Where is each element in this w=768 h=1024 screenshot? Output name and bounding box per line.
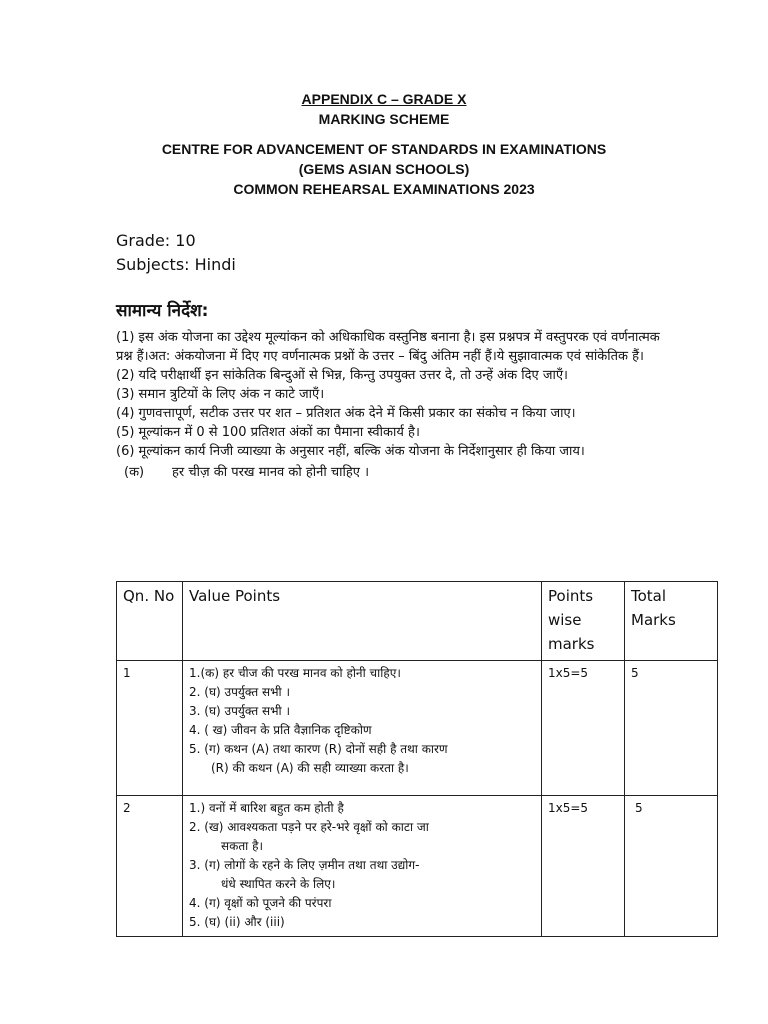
- value-points-cell: [183, 796, 542, 937]
- points-wise-cell: 1x5=5: [542, 796, 625, 937]
- total-marks-cell: 5: [625, 661, 718, 796]
- value-point-line: 3. (ग) लोगों के रहने के लिए ज़मीन तथा तथा उद्योग-: [189, 858, 420, 872]
- marking-scheme-title: MARKING SCHEME: [318, 111, 450, 127]
- instruction-item: (2) यदि परीक्षार्थी इन सांकेतिक बिन्दुओं से भिन्न, किन्तु उपयुक्त उत्तर दे, तो उन्हें अंक दिए जाएँ।: [116, 368, 568, 383]
- instructions-list: [116, 328, 676, 482]
- value-point-line: 5. (घ) (ii) और (iii): [189, 915, 285, 929]
- value-point-line: 4. ( ख) जीवन के प्रति वैज्ञानिक दृष्टिकोण: [189, 723, 372, 737]
- centre-name: CENTRE FOR ADVANCEMENT OF STANDARDS IN EXAMINATIONS: [161, 141, 607, 157]
- value-point-line: 3. (घ) उपर्युक्त सभी ।: [189, 704, 290, 718]
- value-point-line: धंधे स्थापित करने के लिए।: [221, 877, 336, 891]
- table-row: [117, 661, 718, 796]
- points-wise-cell: 1x5=5: [542, 661, 625, 796]
- total-marks-cell: 5: [625, 796, 718, 937]
- value-point-line: 2. (घ) उपर्युक्त सभी ।: [189, 685, 290, 699]
- col-header-value-points: Value Points: [183, 582, 542, 661]
- col-header-total: Total Marks: [625, 582, 718, 661]
- example-text: हर चीज़ की परख मानव को होनी चाहिए ।: [172, 465, 370, 480]
- appendix-title: APPENDIX C – GRADE X: [301, 91, 467, 107]
- value-point-line: (R) की कथन (A) की सही व्याख्या करता है।: [211, 761, 409, 775]
- example-line: [116, 463, 676, 482]
- grade-label: Grade: 10: [116, 231, 196, 250]
- value-point-line: 5. (ग) कथन (A) तथा कारण (R) दोनों सही है तथा कारण: [189, 742, 448, 756]
- value-point-line: 1.(क) हर चीज की परख मानव को होनी चाहिए।: [189, 666, 401, 680]
- value-point-line: 2. (ख) आवश्यकता पड़ने पर हरे-भरे वृक्षों को काटा जा: [189, 820, 429, 834]
- instructions-heading: सामान्य निर्देश:: [116, 301, 209, 321]
- school-name: (GEMS ASIAN SCHOOLS): [298, 161, 470, 177]
- value-points-cell: [183, 661, 542, 796]
- instruction-item: (6) मूल्यांकन कार्य निजी व्याख्या के अनुसार नहीं, बल्कि अंक योजना के निर्देशानुसार ही किया जाय।: [116, 444, 585, 459]
- instruction-item: (4) गुणवत्तापूर्ण, सटीक उत्तर पर शत – प्रतिशत अंक देने में किसी प्रकार का संकोच न किया जाए।: [116, 406, 576, 421]
- col-header-points-wise: Points wise marks: [542, 582, 625, 661]
- table-header-row: [117, 582, 718, 661]
- instruction-item: (1) इस अंक योजना का उद्देश्य मूल्यांकन को अधिकाधिक वस्तुनिष्ठ बनाना है। इस प्रश्नपत्र में वस्तुपरक एवं वर्णनात्मक प्रश्न हैं।अत: अंकयोजना में दिए गए वर्णनात्मक प्रश्नों के उत्तर – बिंदु अंतिम नहीं हैं।ये सुझावात्मक एवं सांकेतिक हैं।: [116, 330, 660, 364]
- qn-cell: 1: [117, 661, 183, 796]
- col-header-qn: Qn. No: [117, 582, 183, 661]
- value-point-line: सकता है।: [221, 839, 264, 853]
- instruction-item: (3) समान त्रुटियों के लिए अंक न काटे जाएँ।: [116, 387, 325, 402]
- example-label: (क): [124, 465, 145, 480]
- qn-cell: 2: [117, 796, 183, 937]
- value-point-line: 4. (ग) वृक्षों को पूजने की परंपरा: [189, 896, 332, 910]
- exam-title: COMMON REHEARSAL EXAMINATIONS 2023: [233, 181, 535, 197]
- value-point-line: 1.) वनों में बारिश बहुत कम होती है: [189, 801, 344, 815]
- marking-table: [116, 581, 718, 937]
- table-row: [117, 796, 718, 937]
- subjects-label: Subjects: Hindi: [116, 255, 236, 274]
- instruction-item: (5) मूल्यांकन में 0 से 100 प्रतिशत अंकों का पैमाना स्वीकार्य है।: [116, 425, 420, 440]
